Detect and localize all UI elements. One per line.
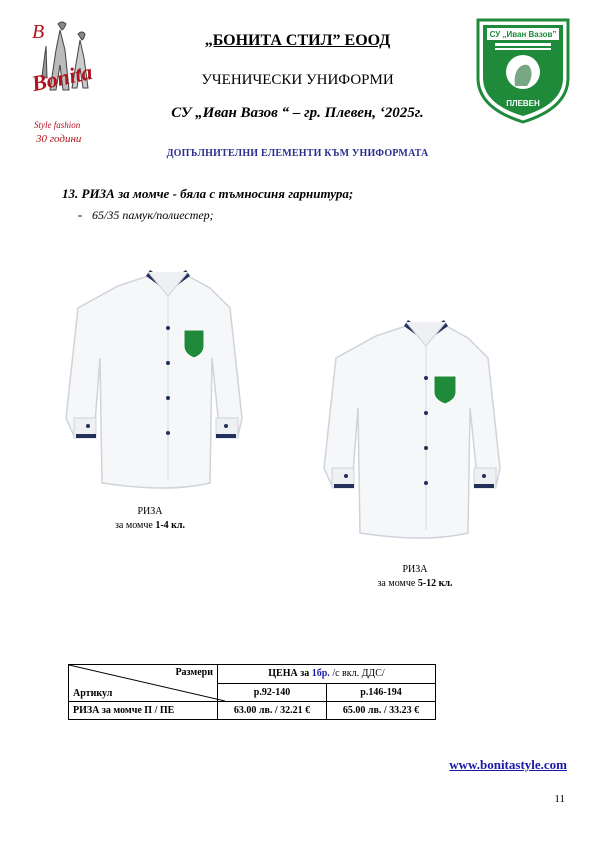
- bullet-dash: -: [78, 208, 82, 222]
- shirt-name-2: РИЗА: [402, 564, 428, 575]
- company-name: „БОНИТА СТИЛ” ЕООД: [204, 32, 391, 49]
- svg-text:30 години: 30 години: [36, 133, 82, 145]
- price-table: [68, 664, 436, 720]
- shirt-caption-2: [355, 563, 475, 591]
- price-cell-1: 63.00 лв. / 32.21 €: [218, 702, 327, 720]
- svg-text:СУ „Иван Вазов”: СУ „Иван Вазов”: [489, 30, 557, 39]
- price-header: ЦЕНА за 1бр. /с вкл. ДДС/: [218, 665, 436, 684]
- page-number: 11: [554, 793, 565, 805]
- section-heading: ДОПЪЛНИТЕЛНИ ЕЛЕМЕНТИ КЪМ УНИФОРМАТА: [166, 148, 429, 159]
- size-col-2: р.146-194: [327, 683, 436, 702]
- size-col-1: р.92-140: [218, 683, 327, 702]
- shirt-caption-1: [90, 505, 210, 533]
- svg-text:Style fashion: Style fashion: [34, 120, 81, 130]
- svg-text:B: B: [32, 21, 45, 43]
- shirt-image-2: [318, 318, 504, 548]
- shirt-image-1: [60, 268, 246, 498]
- diagonal-header-cell: [69, 665, 218, 702]
- item-material: [78, 208, 214, 223]
- shirt-grade-1: за момче 1-4 кл.: [114, 520, 186, 531]
- document-subtitle: УЧЕНИЧЕСКИ УНИФОРМИ: [201, 72, 394, 88]
- shirt-grade-2: за момче 5-12 кл.: [377, 578, 453, 589]
- svg-text:Bonita: Bonita: [29, 59, 95, 97]
- price-cell-2: 65.00 лв. / 33.23 €: [327, 702, 436, 720]
- shirt-name-1: РИЗА: [137, 506, 163, 517]
- school-name: СУ „Иван Вазов “ – гр. Плевен, ‘2025г.: [171, 105, 424, 121]
- table-row: [69, 702, 436, 720]
- article-name: РИЗА за момче П / ПЕ: [69, 702, 218, 720]
- school-emblem-graphic: [473, 16, 573, 126]
- school-emblem: [473, 16, 573, 126]
- item-title: 13. РИЗА за момче - бяла с тъмносиня гарнитура;: [62, 186, 354, 201]
- svg-text:ПЛЕВЕН: ПЛЕВЕН: [506, 99, 540, 108]
- material-text: 65/35 памук/полиестер;: [92, 208, 214, 222]
- sizes-label: Размери: [175, 667, 213, 678]
- website-link[interactable]: www.bonitastyle.com: [449, 757, 567, 772]
- article-label: Артикул: [73, 688, 113, 699]
